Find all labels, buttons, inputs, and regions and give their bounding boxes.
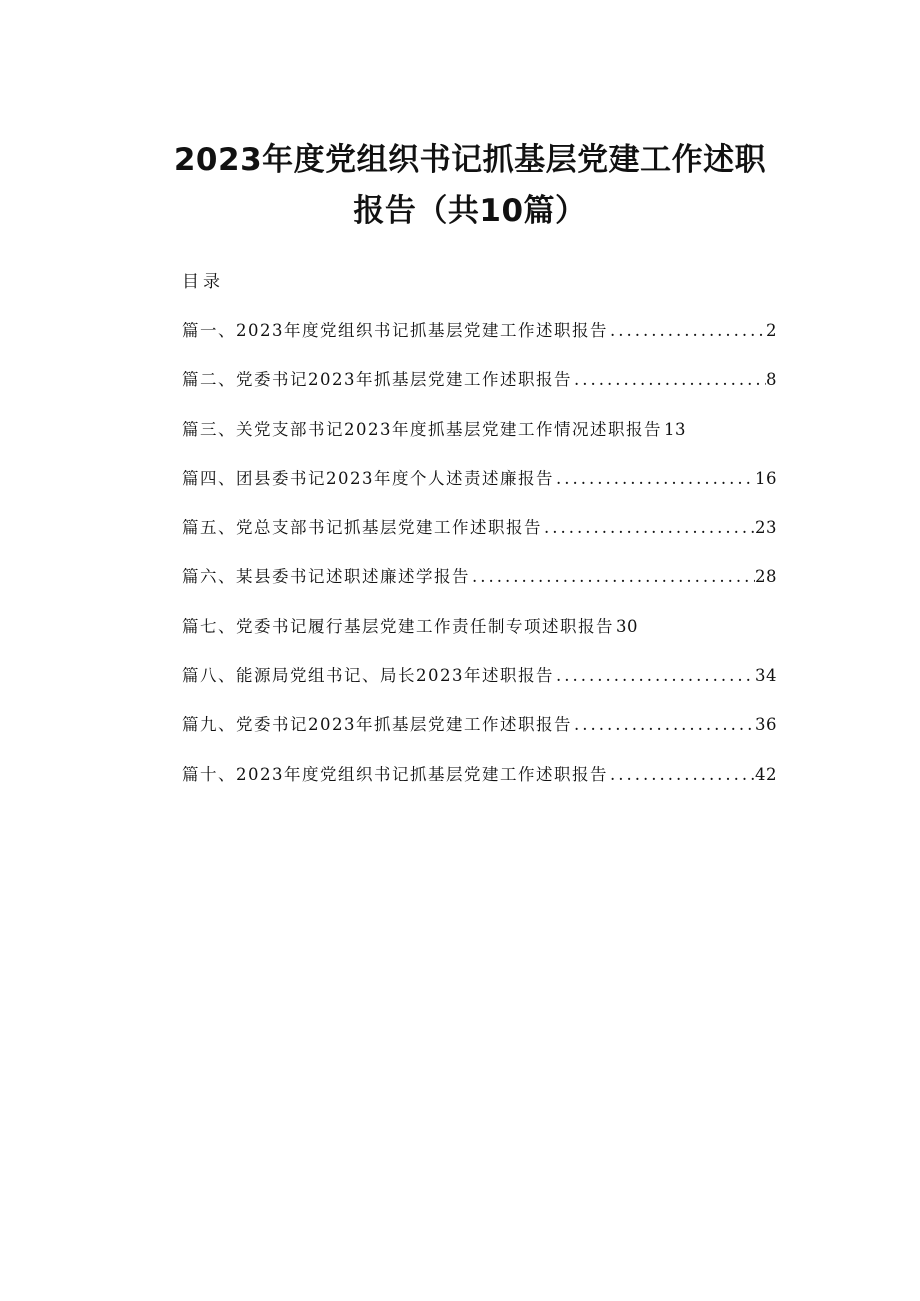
toc-item-8[interactable]: [182, 663, 782, 712]
toc-item-3[interactable]: [182, 417, 782, 466]
toc-page-number: 13: [664, 419, 686, 439]
toc-item-4[interactable]: [182, 466, 782, 515]
toc-item-9[interactable]: [182, 712, 782, 761]
toc-entry[interactable]: [182, 417, 782, 443]
document-title-line1: 2023年度党组织书记抓基层党建工作述职: [173, 142, 767, 178]
toc-item-2[interactable]: [182, 367, 782, 416]
toc-item-label: 篇九、党委书记2023年抓基层党建工作述职报告: [182, 715, 572, 735]
toc-leader-dots: [554, 663, 755, 689]
toc-leader-dots: [608, 762, 755, 788]
toc-entry[interactable]: [182, 564, 777, 590]
toc-item-5[interactable]: [182, 515, 782, 564]
toc-page-number: 23: [755, 518, 777, 538]
toc-page-number: 34: [755, 666, 777, 686]
toc-page-number: 36: [755, 715, 777, 735]
toc-item-label: 篇二、党委书记2023年抓基层党建工作述职报告: [182, 370, 572, 390]
toc-heading: 目录: [182, 272, 224, 292]
toc-leader-dots: [572, 712, 755, 738]
toc-item-10[interactable]: [182, 762, 782, 811]
toc-page-number: 8: [766, 370, 777, 390]
toc-entry[interactable]: [182, 712, 777, 738]
toc-item-label: 篇六、某县委书记述职述廉述学报告: [182, 567, 470, 587]
toc-page-number: 2: [766, 321, 777, 340]
toc-entry[interactable]: [182, 762, 777, 788]
toc-leader-dots: [608, 318, 766, 344]
toc-entry[interactable]: [182, 515, 777, 541]
toc-entry[interactable]: [182, 663, 777, 689]
toc-item-label: 篇十、2023年度党组织书记抓基层党建工作述职报告: [182, 764, 608, 784]
toc-item-1[interactable]: [182, 318, 782, 367]
toc-entry[interactable]: [182, 466, 777, 492]
toc-leader-dots: [572, 367, 766, 393]
toc-item-label: 篇七、党委书记履行基层党建工作责任制专项述职报告: [182, 616, 614, 636]
toc-leader-dots: [470, 564, 755, 590]
toc-item-label: 篇四、团县委书记2023年度个人述责述廉报告: [182, 468, 554, 488]
toc-page-number: 16: [755, 468, 777, 488]
toc-item-label: 篇一、2023年度党组织书记抓基层党建工作述职报告: [182, 321, 608, 340]
toc-entry[interactable]: [182, 614, 782, 640]
toc-item-label: 篇八、能源局党组书记、局长2023年述职报告: [182, 666, 554, 686]
toc-page-number: 28: [755, 567, 777, 587]
toc-item-7[interactable]: [182, 614, 782, 663]
toc-item-6[interactable]: [182, 564, 782, 613]
toc-page-number: 30: [616, 616, 638, 636]
toc-leader-dots: [542, 515, 755, 541]
toc-page-number: 42: [755, 764, 777, 784]
toc-leader-dots: [554, 466, 755, 492]
toc-entry[interactable]: [182, 367, 777, 393]
table-of-contents: [182, 318, 782, 811]
toc-entry[interactable]: [182, 318, 777, 344]
toc-item-label: 篇三、关党支部书记2023年度抓基层党建工作情况述职报告: [182, 419, 662, 439]
document-title-line2: 报告（共10篇）: [353, 193, 587, 229]
toc-item-label: 篇五、党总支部书记抓基层党建工作述职报告: [182, 518, 542, 538]
